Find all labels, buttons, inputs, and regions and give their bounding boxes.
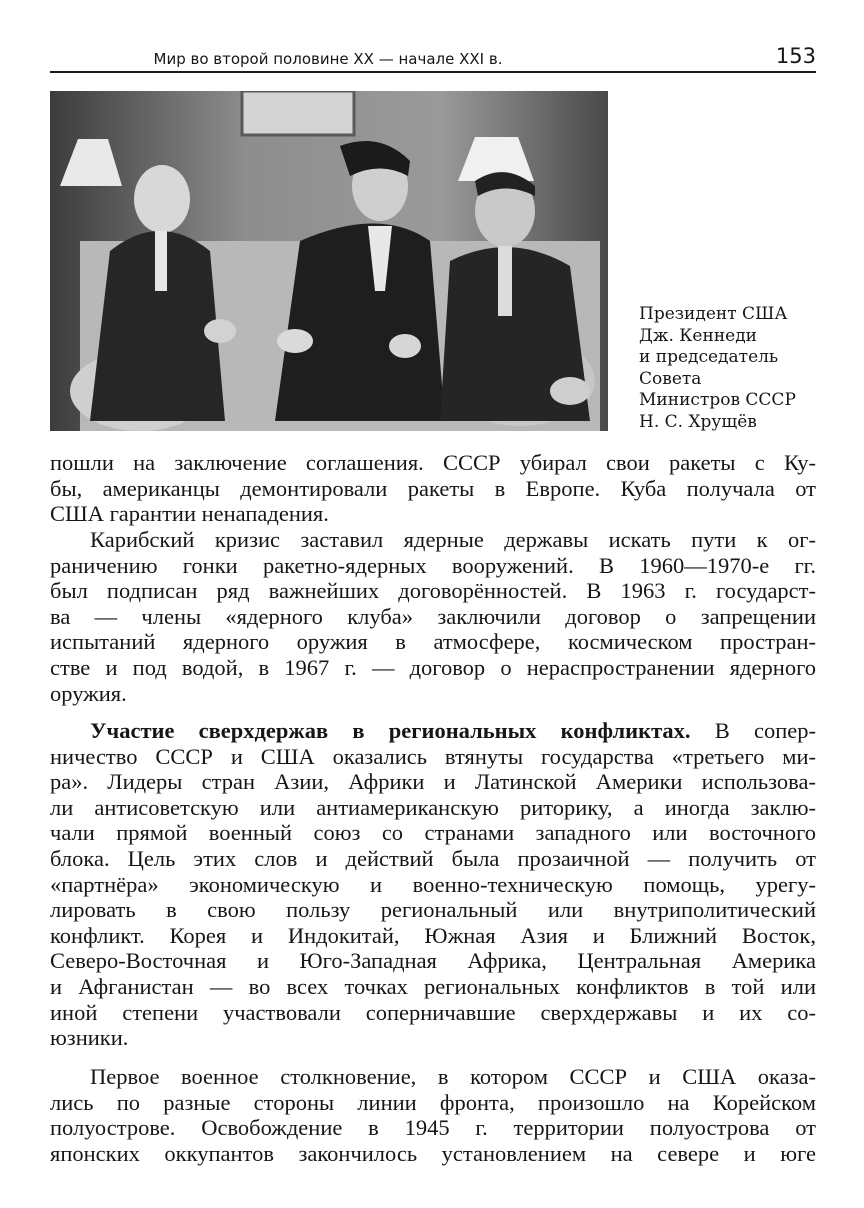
text-line: лировать в свою пользу региональный или внутриполитический: [50, 897, 816, 923]
text-line: стве и под водой, в 1967 г. — договор о нераспространении ядерного: [50, 654, 816, 680]
text-line: ва — члены «ядерного клуба» заключили договор о запрещении: [50, 603, 816, 629]
paragraph-4: [50, 1064, 816, 1166]
section-heading: Участие сверхдержав в региональных конфликтах.: [90, 718, 691, 743]
header-rule: [50, 71, 816, 73]
paragraph-1: [50, 450, 816, 527]
caption-line: Н. С. Хрущёв: [639, 411, 757, 432]
text-line: иной степени участвовали соперничавшие сверхдержавы и их со-: [50, 999, 816, 1025]
text-line: и Афганистан — во всех точках региональных конфликтов в той или: [50, 973, 816, 999]
text-line: чали прямой военный союз со странами западного или восточного: [50, 820, 816, 846]
running-header-title: Мир во второй половине XX — начале XXI в.: [153, 50, 503, 68]
text-line: [50, 718, 816, 744]
caption-line: Министров СССР: [639, 390, 796, 411]
paragraph-3: [50, 718, 816, 1051]
text-line: Северо-Восточная и Юго-Западная Африка, Центральная Америка: [50, 948, 816, 974]
caption-line: и председатель: [639, 347, 779, 368]
text-line: бы, американцы демонтировали ракеты в Европе. Куба получала от: [50, 475, 816, 501]
text-line: конфликт. Корея и Индокитай, Южная Азия и Ближний Восток,: [50, 922, 816, 948]
text-line: ничество СССР и США оказались втянуты государства «третьего ми-: [50, 743, 816, 769]
caption-line: Совета: [639, 368, 702, 389]
text-line: японских оккупантов закончилось установлением на севере и юге: [50, 1140, 816, 1166]
text-line: пошли на заключение соглашения. СССР убирал свои ракеты с Ку-: [50, 450, 816, 475]
text-line: полуострове. Освобождение в 1945 г. территории полуострова от: [50, 1115, 816, 1141]
photo-kennedy-khrushchev: [50, 91, 608, 431]
text-line: Первое военное столкновение, в котором СССР и США оказа-: [90, 1064, 816, 1089]
caption-line: Дж. Кеннеди: [639, 325, 758, 346]
running-header: [50, 44, 816, 70]
text-line: ли антисоветскую или антиамериканскую риторику, а иногда заклю-: [50, 794, 816, 820]
text-line: Карибский кризис заставил ядерные державы искать пути к ог-: [90, 527, 816, 552]
text-line: оружия.: [50, 680, 127, 706]
text-run: В сопер-: [690, 718, 816, 743]
text-line: ра». Лидеры стран Азии, Африки и Латинской Америки использова-: [50, 769, 816, 795]
paragraph-2: [50, 527, 816, 706]
text-line: юзники.: [50, 1025, 129, 1051]
text-line: «партнёра» экономическую и военно-техническую помощь, урегу-: [50, 871, 816, 897]
text-line: США гарантии ненападения.: [50, 501, 329, 527]
text-line: был подписан ряд важнейших договорённостей. В 1963 г. государст-: [50, 578, 816, 604]
page-number: 153: [775, 44, 816, 68]
text-line: раничению гонки ракетно-ядерных вооружений. В 1960—1970-е гг.: [50, 552, 816, 578]
photo-caption: [639, 304, 839, 434]
caption-line: Президент США: [639, 304, 788, 324]
text-line: лись по разные стороны линии фронта, произошло на Корейском: [50, 1089, 816, 1115]
text-line: блока. Цель этих слов и действий была прозаичной — получить от: [50, 845, 816, 871]
text-line: испытаний ядерного оружия в атмосфере, космическом простран-: [50, 629, 816, 655]
